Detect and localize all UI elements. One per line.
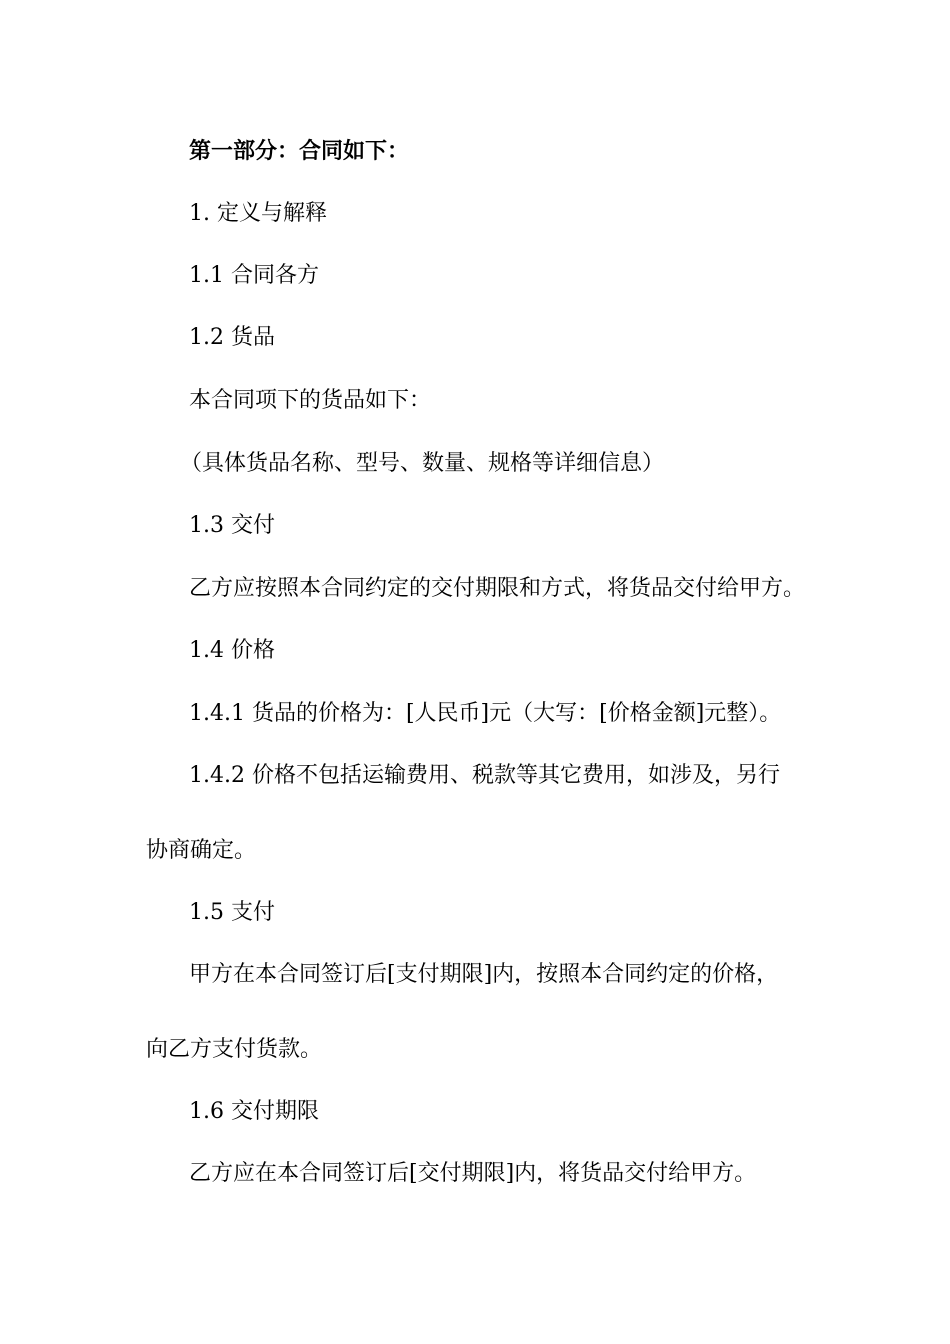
clause-1-4-2-continuation: 协商确定。 (146, 838, 257, 863)
clause-1-3-text: 乙方应按照本合同约定的交付期限和方式，将货品交付给甲方。 (189, 576, 806, 601)
clause-1-4-title: 1.4 价格 (189, 638, 275, 663)
clause-1-title: 1. 定义与解释 (189, 201, 327, 226)
clause-1-5-text: 甲方在本合同签订后[支付期限]内，按照本合同约定的价格， (189, 962, 779, 987)
clause-1-6-title: 1.6 交付期限 (189, 1099, 319, 1124)
section-heading: 第一部分：合同如下： (189, 139, 410, 164)
clause-1-5-continuation: 向乙方支付货款。 (146, 1037, 323, 1062)
clause-1-6-text: 乙方应在本合同签订后[交付期限]内，将货品交付给甲方。 (189, 1161, 757, 1186)
clause-1-1-title: 1.1 合同各方 (189, 263, 319, 288)
clause-1-4-2-text: 1.4.2 价格不包括运输费用、税款等其它费用，如涉及，另行 (189, 763, 780, 788)
clause-1-2-title: 1.2 货品 (189, 325, 275, 350)
clause-1-2-text: 本合同项下的货品如下： (189, 388, 432, 413)
clause-1-2-placeholder: （具体货品名称、型号、数量、规格等详细信息） (180, 451, 665, 476)
clause-1-3-title: 1.3 交付 (189, 513, 275, 538)
clause-1-5-title: 1.5 支付 (189, 900, 275, 925)
clause-1-4-1-text: 1.4.1 货品的价格为：[人民币]元（大写：[价格金额]元整）。 (189, 701, 782, 726)
